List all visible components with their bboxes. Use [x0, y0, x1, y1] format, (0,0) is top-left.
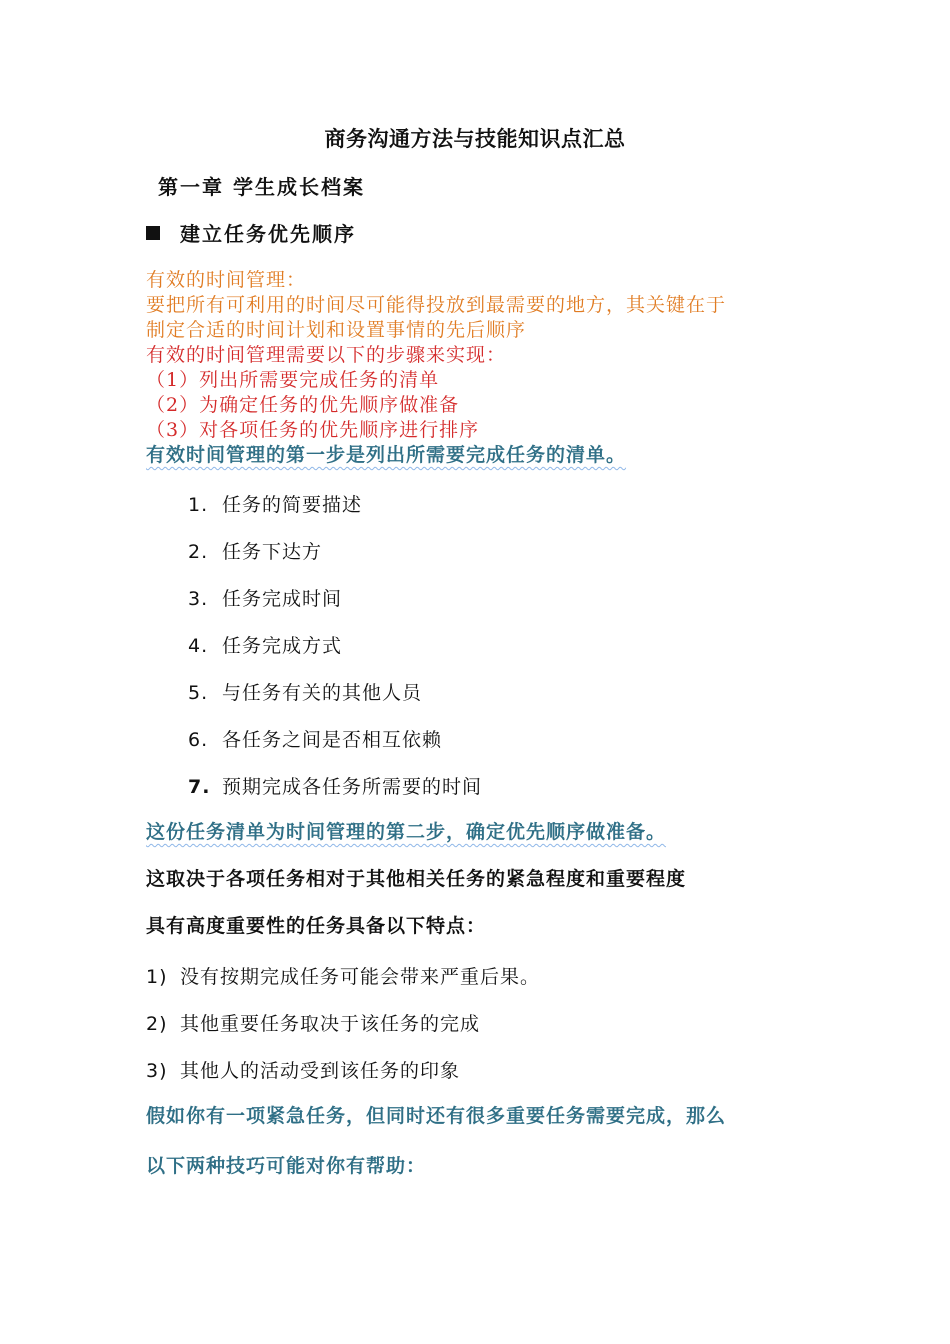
red-line: （1）列出所需要完成任务的清单: [146, 369, 440, 391]
list-text: 各任务之间是否相互依赖: [222, 729, 443, 751]
list-item: [188, 772, 482, 799]
list-number: 3.: [188, 588, 209, 610]
highlight-second-step: 这份任务清单为时间管理的第二步，确定优先顺序做准备。: [146, 821, 667, 843]
highlight-first-step: 有效时间管理的第一步是列出所需要完成任务的清单。: [146, 444, 627, 466]
list-item: [188, 725, 442, 752]
feature-number: 2): [146, 1013, 168, 1035]
bold-paragraph: 这取决于各项任务相对于其他相关任务的紧急程度和重要程度: [146, 868, 687, 890]
list-item: [188, 537, 322, 564]
red-line: 有效的时间管理需要以下的步骤来实现：: [146, 344, 507, 366]
chapter-heading: 第一章 学生成长档案: [158, 175, 365, 199]
list-item: [188, 490, 362, 517]
list-number: 1.: [188, 494, 209, 516]
feature-text: 其他重要任务取决于该任务的完成: [180, 1013, 481, 1035]
square-bullet-icon: [146, 226, 160, 240]
orange-line: 要把所有可利用的时间尽可能得投放到最需要的地方，其关键在于: [146, 294, 727, 316]
list-number: 4.: [188, 635, 209, 657]
list-item: [188, 678, 422, 705]
feature-item: [146, 962, 540, 989]
list-text: 任务的简要描述: [222, 494, 363, 516]
list-number: 7.: [188, 776, 211, 798]
list-item: [188, 584, 342, 611]
list-item: [188, 631, 342, 658]
section-heading: [146, 218, 356, 247]
feature-number: 3): [146, 1060, 168, 1082]
feature-number: 1): [146, 966, 168, 988]
document-title: 商务沟通方法与技能知识点汇总: [324, 127, 626, 151]
closing-paragraph: 以下两种技巧可能对你有帮助：: [146, 1155, 427, 1177]
list-text: 预期完成各任务所需要的时间: [222, 776, 483, 798]
list-text: 任务下达方: [222, 541, 323, 563]
orange-line: 有效的时间管理：: [146, 269, 307, 291]
list-text: 任务完成方式: [222, 635, 343, 657]
closing-paragraph: 假如你有一项紧急任务，但同时还有很多重要任务需要完成，那么: [146, 1105, 727, 1127]
list-text: 与任务有关的其他人员: [222, 682, 423, 704]
list-number: 5.: [188, 682, 209, 704]
red-line: （2）为确定任务的优先顺序做准备: [146, 394, 460, 416]
list-number: 6.: [188, 729, 209, 751]
feature-text: 其他人的活动受到该任务的印象: [180, 1060, 461, 1082]
list-number: 2.: [188, 541, 209, 563]
list-text: 任务完成时间: [222, 588, 343, 610]
feature-item: [146, 1009, 480, 1036]
section-heading-text: 建立任务优先顺序: [180, 222, 356, 246]
bold-paragraph: 具有高度重要性的任务具备以下特点：: [146, 915, 487, 937]
orange-line: 制定合适的时间计划和设置事情的先后顺序: [146, 319, 527, 341]
feature-item: [146, 1056, 460, 1083]
red-line: （3）对各项任务的优先顺序进行排序: [146, 419, 480, 441]
feature-text: 没有按期完成任务可能会带来严重后果。: [180, 966, 541, 988]
